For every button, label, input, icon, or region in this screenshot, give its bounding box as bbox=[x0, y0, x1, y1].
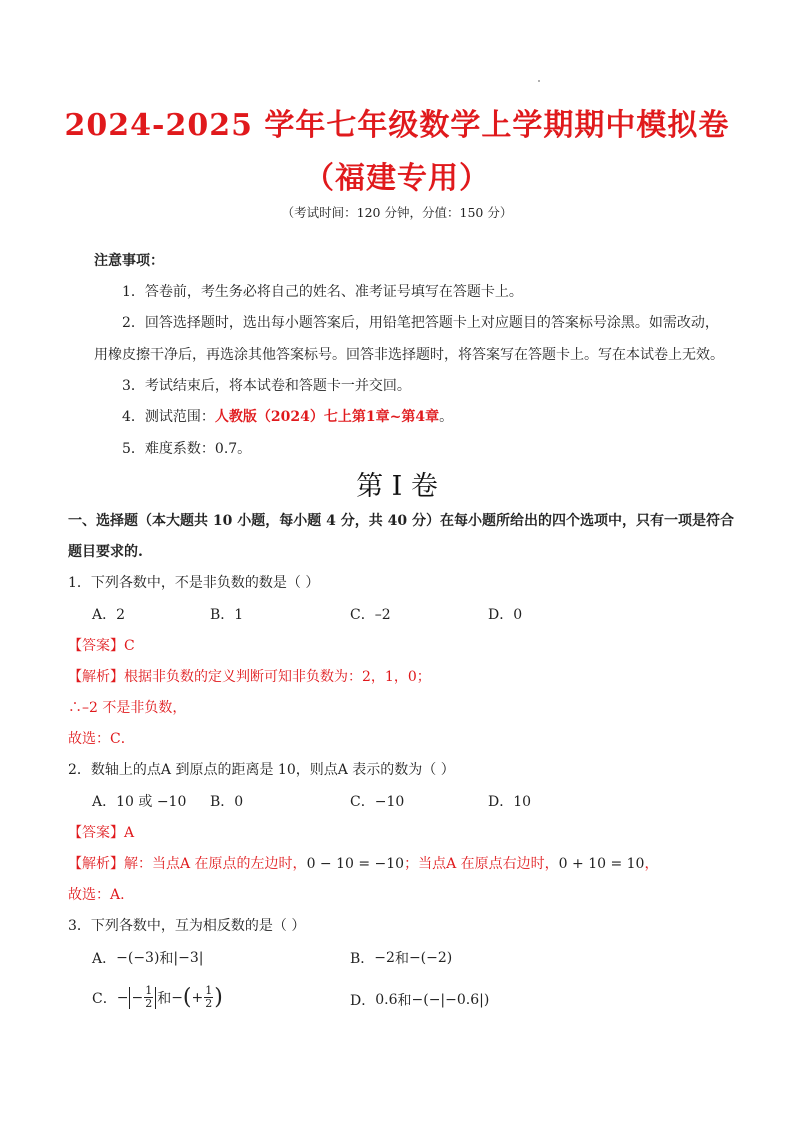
q1-option-a: A．2 bbox=[92, 607, 126, 623]
notice-item-2-cont: 用橡皮擦干净后，再选涂其他答案标号。回答非选择题时，将答案写在答题卡上。写在本试卷上无效。 bbox=[94, 347, 724, 363]
q1-option-b: B．1 bbox=[210, 607, 244, 623]
notice-heading: 注意事项： bbox=[94, 253, 164, 269]
paren-open: ( bbox=[182, 985, 192, 1010]
fraction-2-denominator: 2 bbox=[205, 997, 213, 1010]
question-1-stem: 1．下列各数中，不是非负数的数是（ ） bbox=[68, 575, 320, 591]
q1-analysis-label: 【解析】 bbox=[68, 669, 124, 685]
q3-option-b-label: B． bbox=[350, 951, 375, 967]
q3-option-c bbox=[92, 985, 223, 1010]
notice-item-3: 3．考试结束后，将本试卷和答题卡一并交回。 bbox=[122, 378, 411, 394]
notice-item-4-prefix: 4．测试范围： bbox=[122, 409, 215, 425]
q3-option-a-label: A． bbox=[92, 951, 117, 967]
q2-option-a: A．10 或 −10 bbox=[92, 794, 187, 810]
notice-item-5: 5．难度系数：0.7。 bbox=[122, 441, 252, 457]
q3-option-c-plus: + bbox=[191, 989, 204, 1006]
fraction-2-numerator: 1 bbox=[205, 984, 213, 997]
q2-analysis-a: 解：当点A 在原点的左边时， bbox=[124, 856, 307, 872]
notice-item-1: 1．答卷前，考生务必将自己的姓名、准考证号填写在答题卡上。 bbox=[122, 284, 523, 300]
q3-option-c-and: 和 bbox=[157, 990, 172, 1007]
page-subtitle: （福建专用） bbox=[304, 161, 490, 196]
q3-option-c-minus2: − bbox=[171, 989, 183, 1006]
q2-conclusion: 故选：A. bbox=[68, 887, 125, 903]
q2-option-c: C．−10 bbox=[350, 794, 405, 810]
q3-option-d-label: D． bbox=[350, 993, 376, 1009]
test-scope: 人教版（2024）七上第1章~第4章 bbox=[214, 409, 440, 425]
notice-item-4-suffix: 。 bbox=[439, 409, 454, 425]
abs-bar-right bbox=[155, 987, 156, 1009]
q2-option-d: D．10 bbox=[488, 794, 532, 810]
q1-analysis-line2: ∴–2 不是非负数， bbox=[68, 700, 187, 716]
q1-option-c: C．–2 bbox=[350, 607, 391, 623]
q3-option-b-and: 和 bbox=[394, 951, 409, 967]
section-intro-1: 一、选择题（本大题共 10 小题，每小题 4 分，共 40 分）在每小题所给出的四个选项中，只有一项是符合 bbox=[68, 513, 734, 529]
q3-option-a-and: 和 bbox=[159, 951, 174, 967]
paren-close: ) bbox=[214, 985, 223, 1010]
q2-analysis-label: 【解析】 bbox=[68, 856, 124, 872]
q3-option-b bbox=[350, 948, 452, 968]
q1-answer: 【答案】C bbox=[68, 638, 135, 654]
question-2-stem: 2．数轴上的点A 到原点的距离是 10，则点A 表示的数为（ ） bbox=[68, 762, 455, 778]
q3-option-c-label: C． bbox=[92, 990, 117, 1007]
fraction-1 bbox=[144, 985, 153, 1010]
q2-analysis-c: ， bbox=[644, 856, 659, 872]
q3-option-b-expr1: −2 bbox=[374, 950, 395, 966]
q1-option-d: D．0 bbox=[488, 607, 523, 623]
q3-option-c-minus: − bbox=[116, 989, 129, 1006]
q1-analysis bbox=[68, 666, 431, 686]
q3-option-a bbox=[92, 948, 204, 968]
q3-option-a-expr2: |−3| bbox=[173, 950, 204, 966]
section-intro-2: 题目要求的. bbox=[68, 544, 143, 560]
q3-option-b-expr2: −(−2) bbox=[408, 950, 453, 966]
q2-equation-1: 0 − 10 = −10 bbox=[306, 856, 405, 872]
q3-option-d-expr1: 0.6 bbox=[375, 992, 398, 1008]
q3-option-d bbox=[350, 990, 489, 1010]
q3-option-a-expr1: −(−3) bbox=[116, 950, 160, 966]
q3-option-d-and: 和 bbox=[397, 993, 412, 1009]
q1-conclusion: 故选：C． bbox=[68, 731, 135, 747]
fraction-1-denominator: 2 bbox=[145, 997, 153, 1010]
exam-info: （考试时间：120 分钟，分值：150 分） bbox=[281, 205, 513, 220]
q3-option-d-expr2: −(−|−0.6|) bbox=[411, 992, 490, 1008]
section-title: 第 I 卷 bbox=[356, 471, 438, 502]
q2-equation-2: 0 + 10 = 10 bbox=[558, 856, 645, 872]
fraction-1-numerator: 1 bbox=[145, 984, 153, 997]
question-3-stem: 3．下列各数中，互为相反数的是（ ） bbox=[68, 918, 306, 934]
q2-analysis-b: ；当点A 在原点右边时， bbox=[404, 856, 559, 872]
q2-answer: 【答案】A bbox=[68, 825, 135, 841]
q3-option-c-inner-minus: − bbox=[131, 989, 144, 1006]
notice-item-2: 2．回答选择题时，选出每小题答案后，用铅笔把答题卡上对应题目的答案标号涂黑。如需改动， bbox=[122, 315, 719, 331]
q2-analysis bbox=[68, 853, 658, 873]
fraction-2 bbox=[204, 985, 213, 1010]
q1-analysis-text: 根据非负数的定义判断可知非负数为：2，1，0； bbox=[124, 669, 431, 685]
scan-dot bbox=[538, 80, 540, 82]
notice-item-4 bbox=[122, 406, 453, 426]
q2-option-b: B．0 bbox=[210, 794, 244, 810]
abs-bar-left bbox=[129, 987, 130, 1009]
page-title: 2024-2025 学年七年级数学上学期期中模拟卷 bbox=[64, 108, 730, 143]
